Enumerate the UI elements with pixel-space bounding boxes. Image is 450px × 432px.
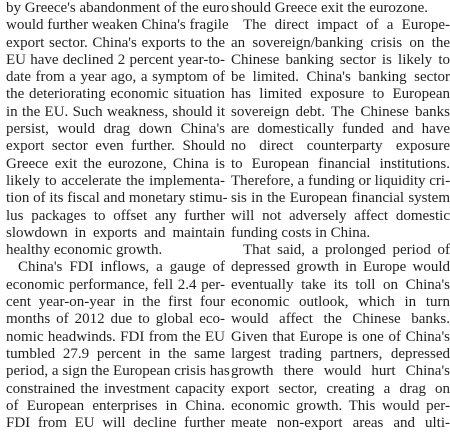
text-line: China's FDI inflows, a gauge of [18,259,225,276]
text-line: of European enterprises in China. [6,397,225,414]
paragraph [6,0,230,259]
text-line: cent year-on-year in the first four [6,294,225,311]
text-line: by Greece's abandonment of the euro [6,0,230,16]
paragraph [6,259,230,432]
text-line: export sector even further. Should [6,138,225,155]
text-line: persist, would drag down China's [6,121,225,138]
text-line: likely to accelerate the implementa- [6,172,225,189]
text-line: funding costs in China. [231,224,371,241]
text-line: That said, a prolonged period of [243,242,450,259]
text-line: economic outlook, which in turn [231,294,450,311]
text-line: depressed growth in Europe would [231,259,450,276]
text-line: Greece exit the eurozone, China is [6,155,225,172]
text-line: export sector, creating a drag on [231,380,450,397]
text-line: months of 2012 due to global eco- [6,311,225,328]
text-column-left [6,0,230,432]
text-line: The direct impact of a Europe- [243,17,450,34]
text-line: tumbled 27.9 percent in the same [6,345,225,362]
text-column-right [231,0,450,432]
text-line: should Greece exit the eurozone. [231,0,428,16]
text-line: are domestically funded and have [231,121,450,138]
text-line: meate non-export areas and ulti- [231,415,450,432]
text-line: constrained the investment capacity [6,380,225,397]
text-line: slowdown in exports and maintain [6,224,225,241]
text-line: growth there would hurt China's [231,363,450,380]
text-line: would further weaken China's fragile [6,17,229,34]
text-line: lus packages to offset any further [6,207,225,224]
text-line: eventually take its toll on China's [231,276,450,293]
text-line: tion of its fiscal and monetary stimu- [6,190,228,207]
text-line: in the EU. Such weakness, should it [6,103,225,120]
text-line: Therefore, a funding or liquidity cri- [231,172,450,189]
text-line: economic performance, fell 2.4 per- [6,276,225,293]
paragraph [231,242,450,432]
text-line: an sovereign/banking crisis on the [231,34,450,51]
text-line: period, a sign the European crisis has [6,363,230,380]
paragraph [231,0,450,17]
text-line: date from a year ago, a symptom of [6,69,225,86]
text-line: to European financial institutions. [231,155,450,172]
text-line: sis in the European financial system [231,190,450,207]
text-line: economic growth. This would per- [231,397,450,414]
text-line: largest trading partners, depressed [231,345,450,362]
text-line: would affect the Chinese banks. [231,311,450,328]
text-line: has limited exposure to European [231,86,450,103]
text-line: FDI from EU will decline further [6,415,225,432]
text-line: be limited. China's banking sector [231,69,450,86]
paragraph [231,17,450,242]
text-line: will not adversely affect domestic [231,207,450,224]
text-line: Chinese banking sector is likely to [231,51,450,68]
text-line: the deteriorating economic situation [6,86,225,103]
text-line: sovereign debt. The Chinese banks [231,103,450,120]
text-line: nomic headwinds. FDI from the EU [6,328,225,345]
text-line: no direct counterparty exposure [231,138,450,155]
text-line: healthy economic growth. [6,242,163,259]
text-line: export sector. China's exports to the [6,34,225,51]
text-line: Given that Europe is one of China's [231,328,450,345]
text-line: EU have declined 2 percent year-to- [6,51,225,68]
